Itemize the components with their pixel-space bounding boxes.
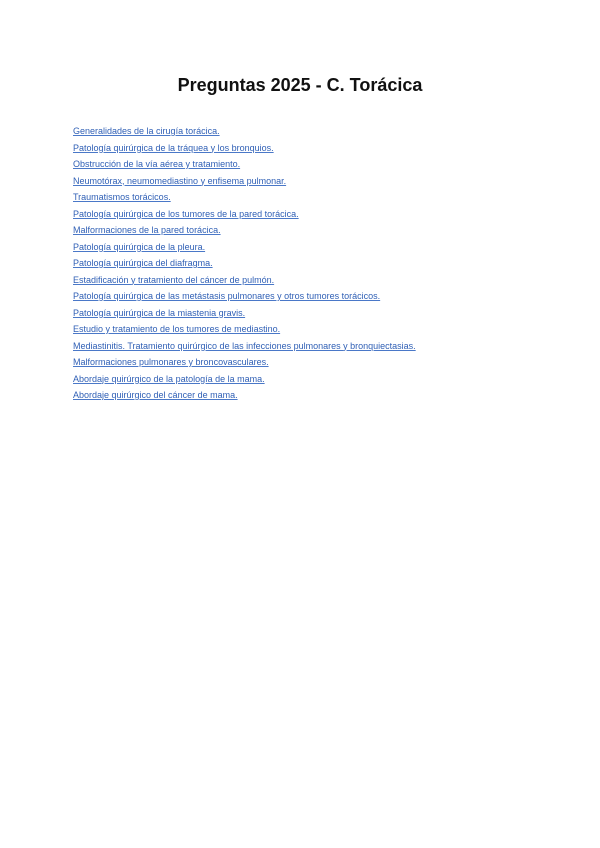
topic-link-miastenia[interactable]: Patología quirúrgica de la miastenia gravis. bbox=[73, 307, 246, 318]
topic-link-traquea-bronquios[interactable]: Patología quirúrgica de la tráquea y los bronquios. bbox=[73, 142, 274, 153]
list-item bbox=[73, 239, 416, 256]
topic-link-obstruccion-via-aerea[interactable]: Obstrucción de la vía aérea y tratamiento. bbox=[73, 159, 241, 169]
list-item bbox=[73, 140, 416, 157]
topic-link-cancer-pulmon[interactable]: Estadificación y tratamiento del cáncer de pulmón. bbox=[73, 274, 275, 285]
list-item bbox=[73, 288, 416, 305]
topic-link-metastasis[interactable]: Patología quirúrgica de las metástasis pulmonares y otros tumores torácicos. bbox=[73, 291, 381, 301]
list-item bbox=[73, 338, 416, 355]
topic-link-cancer-mama[interactable]: Abordaje quirúrgico del cáncer de mama. bbox=[73, 390, 238, 400]
list-item bbox=[73, 305, 416, 322]
list-item bbox=[73, 206, 416, 223]
page-title: Preguntas 2025 - C. Torácica bbox=[177, 75, 423, 95]
list-item bbox=[73, 371, 416, 388]
list-item bbox=[73, 255, 416, 272]
topic-link-mediastino[interactable]: Estudio y tratamiento de los tumores de mediastino. bbox=[73, 324, 281, 334]
list-item bbox=[73, 156, 416, 173]
list-item bbox=[73, 189, 416, 206]
topic-link-pleura[interactable]: Patología quirúrgica de la pleura. bbox=[73, 241, 206, 252]
list-item bbox=[73, 272, 416, 289]
topic-link-malformaciones-pulmonares[interactable]: Malformaciones pulmonares y broncovasculares. bbox=[73, 357, 269, 367]
list-item bbox=[73, 321, 416, 338]
topic-link-traumatismos[interactable]: Traumatismos torácicos. bbox=[73, 192, 171, 202]
list-item bbox=[73, 387, 416, 404]
topic-link-list bbox=[73, 123, 416, 404]
list-item bbox=[73, 222, 416, 239]
topic-link-neumotorax[interactable]: Neumotórax, neumomediastino y enfisema pulmonar. bbox=[73, 175, 287, 186]
topic-link-patologia-mama[interactable]: Abordaje quirúrgico de la patología de la mama. bbox=[73, 373, 265, 384]
topic-link-diafragma[interactable]: Patología quirúrgica del diafragma. bbox=[73, 258, 213, 268]
topic-link-tumores-pared[interactable]: Patología quirúrgica de los tumores de la pared torácica. bbox=[73, 208, 299, 219]
topic-link-mediastinitis[interactable]: Mediastinitis. Tratamiento quirúrgico de las infecciones pulmonares y bronquiectasias. bbox=[73, 340, 416, 351]
topic-link-generalidades[interactable]: Generalidades de la cirugía torácica. bbox=[73, 126, 220, 136]
topic-link-malformaciones-pared[interactable]: Malformaciones de la pared torácica. bbox=[73, 225, 221, 235]
list-item bbox=[73, 354, 416, 371]
list-item bbox=[73, 123, 416, 140]
list-item bbox=[73, 173, 416, 190]
